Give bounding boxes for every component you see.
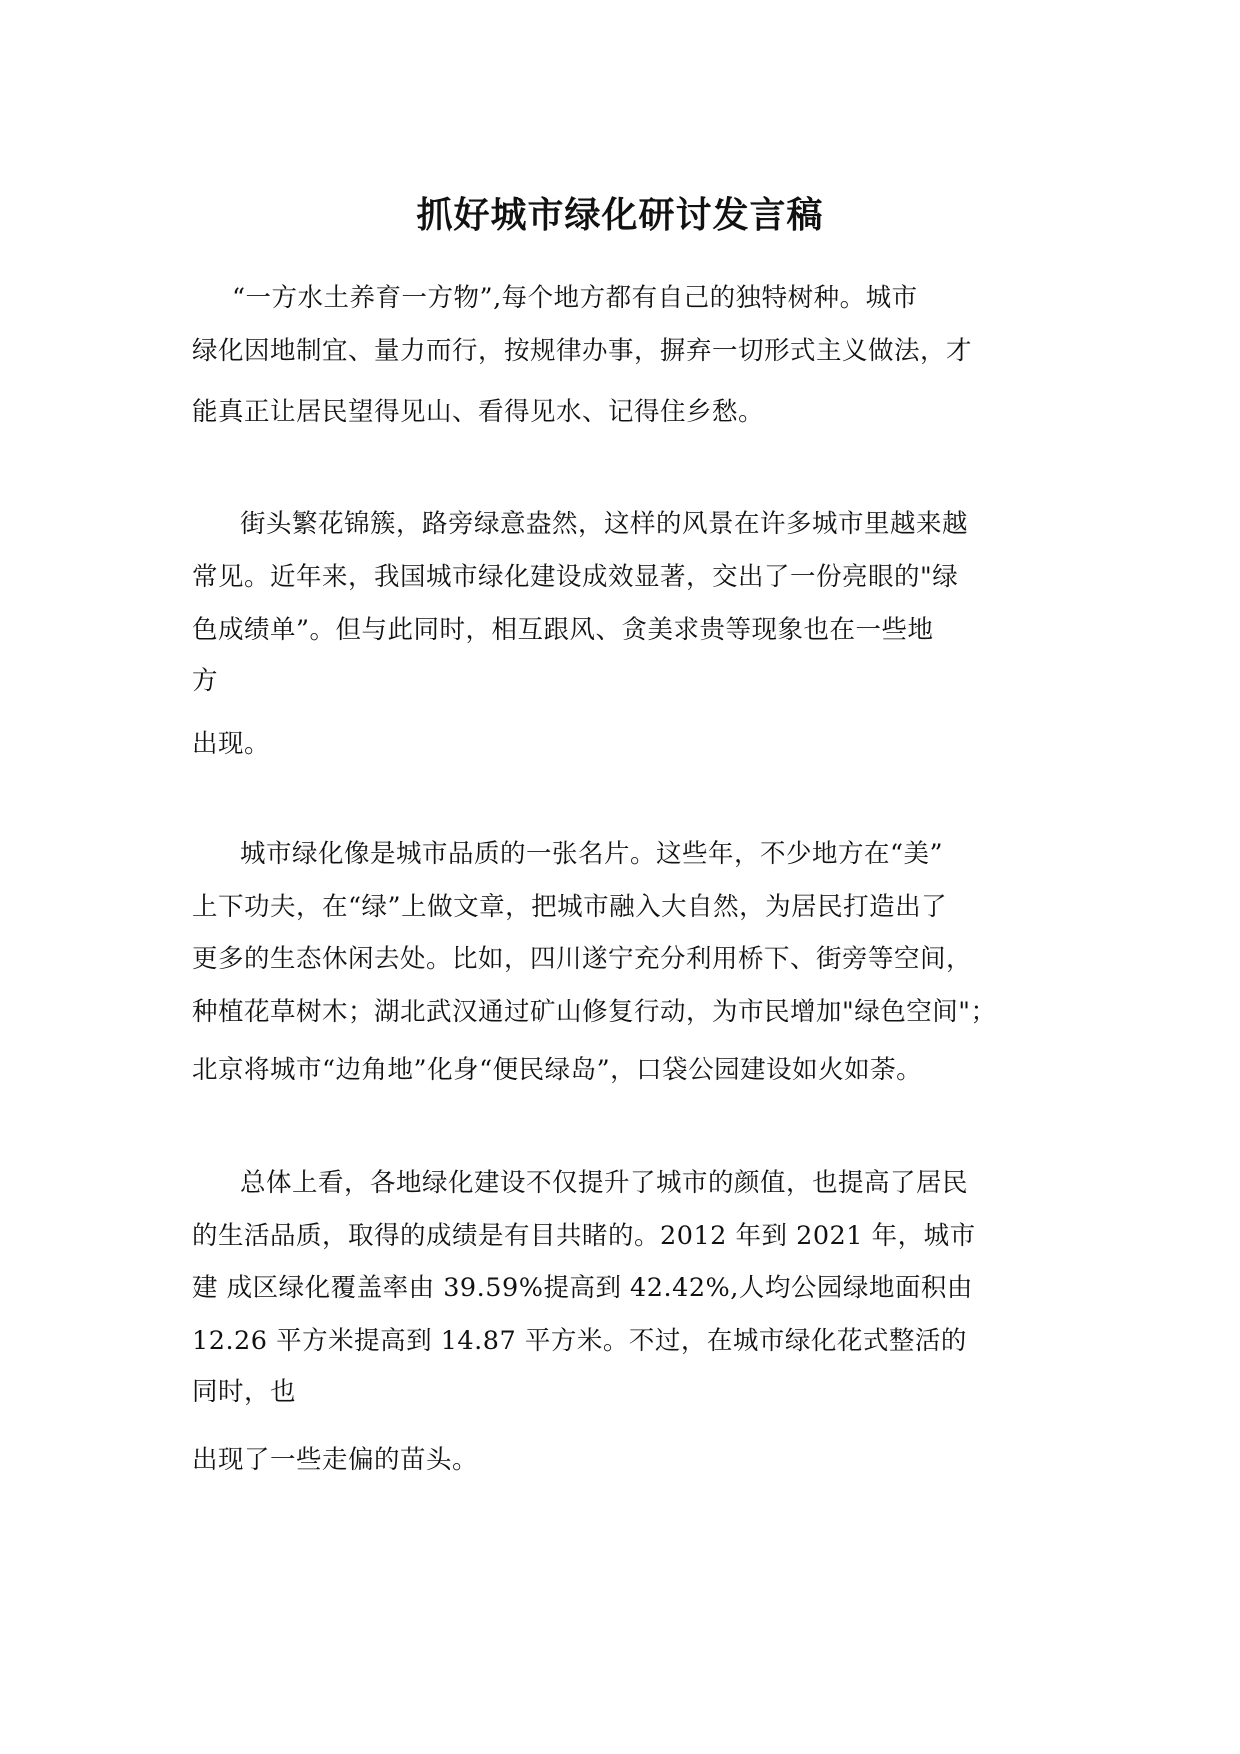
paragraph-2-line-4: 方 <box>192 666 219 696</box>
paragraph-3-line-1: 城市绿化像是城市品质的一张名片。这些年，不少地方在“美” <box>240 839 944 869</box>
paragraph-4-line-1: 总体上看，各地绿化建设不仅提升了城市的颜值，也提高了居民 <box>240 1168 969 1198</box>
paragraph-4-line-3: 建 成区绿化覆盖率由 39.59%提高到 42.42%,人均公园绿地面积由 <box>192 1273 973 1303</box>
paragraph-1-line-1: “一方水土养育一方物”,每个地方都有自己的独特树种。城市 <box>232 283 918 313</box>
paragraph-3-line-4: 种植花草树木；湖北武汉通过矿山修复行动，为市民增加"绿色空间"； <box>192 997 997 1027</box>
paragraph-3-line-5: 北京将城市“边角地”化身“便民绿岛”，口袋公园建设如火如荼。 <box>192 1055 923 1085</box>
paragraph-1-line-3: 能真正让居民望得见山、看得见水、记得住乡愁。 <box>192 397 765 427</box>
paragraph-4-line-5: 同时，也 <box>192 1377 297 1407</box>
paragraph-4-line-4: 12.26 平方米提高到 14.87 平方米。不过，在城市绿化花式整活的 <box>192 1326 967 1356</box>
paragraph-2-line-2: 常见。近年来，我国城市绿化建设成效显著，交出了一份亮眼的"绿 <box>192 562 959 592</box>
paragraph-2-line-5: 出现。 <box>192 729 271 759</box>
paragraph-3-line-3: 更多的生态休闲去处。比如，四川遂宁充分利用桥下、街旁等空间， <box>192 944 973 974</box>
paragraph-4-line-2: 的生活品质，取得的成绩是有目共睹的。2012 年到 2021 年，城市 <box>192 1221 976 1251</box>
paragraph-2-line-3: 色成绩单”。但与此同时，相互跟风、贪美求贵等现象也在一些地 <box>192 615 934 645</box>
page-title: 抓好城市绿化研讨发言稿 <box>416 194 824 236</box>
paragraph-3-line-2: 上下功夫，在“绿”上做文章，把城市融入大自然，为居民打造出了 <box>192 892 948 922</box>
paragraph-4-line-6: 出现了一些走偏的苗头。 <box>192 1445 479 1475</box>
paragraph-1-line-2: 绿化因地制宜、量力而行，按规律办事，摒弃一切形式主义做法，才 <box>192 336 973 366</box>
paragraph-2-line-1: 街头繁花锦簇，路旁绿意盎然，这样的风景在许多城市里越来越 <box>240 509 969 539</box>
